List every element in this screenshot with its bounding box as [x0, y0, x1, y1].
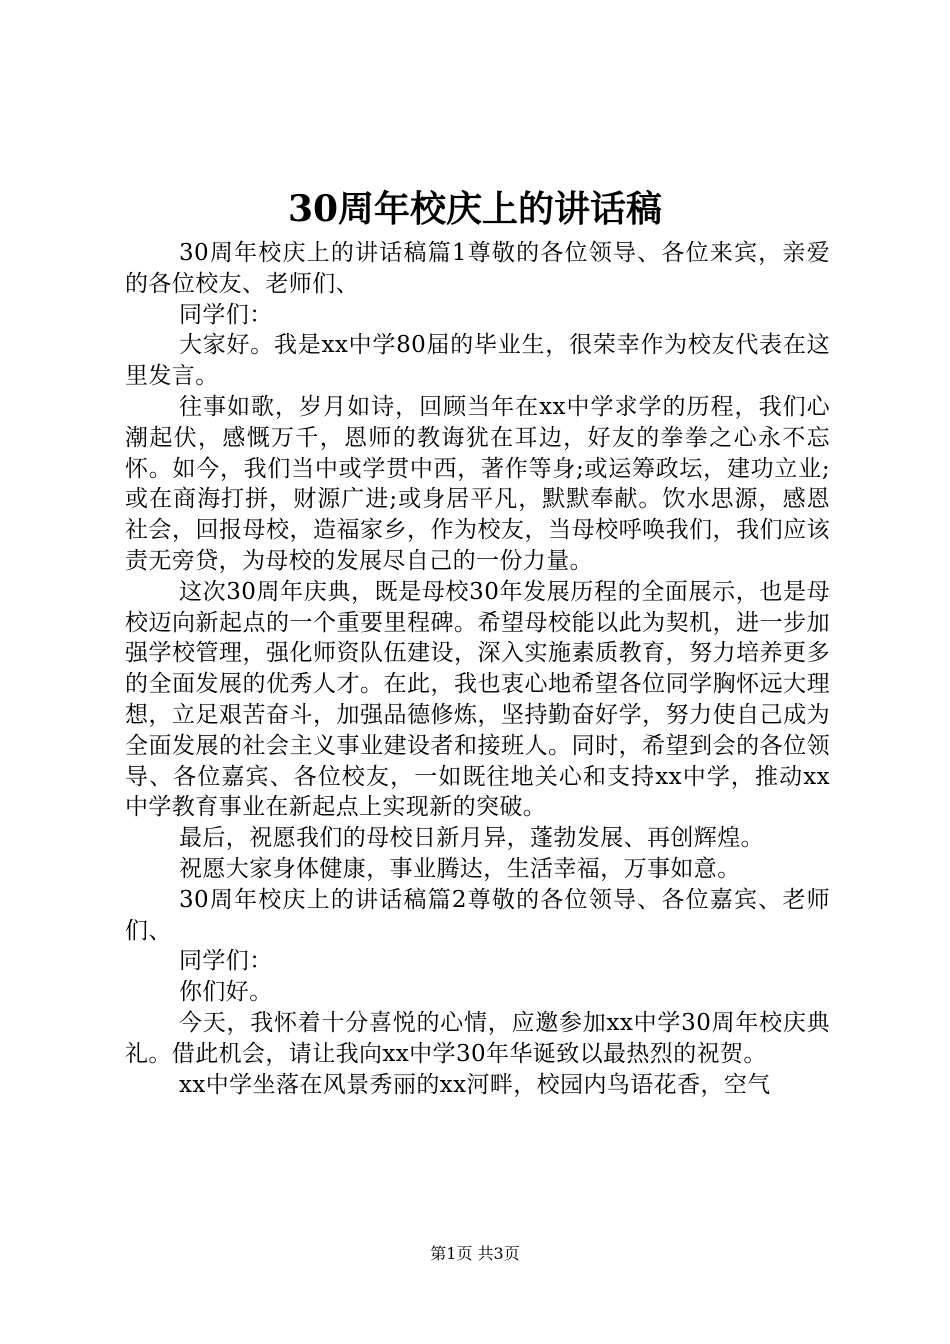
document-body [125, 238, 830, 1100]
paragraph: 这次30周年庆典，既是母校30年发展历程的全面展示，也是母校迈向新起点的一个重要里程碑。希望母校能以此为契机，进一步加强学校管理，强化师资队伍建设，深入实施素质教育，努力培养更多的全面发展的优秀人才。在此，我也衷心地希望各位同学胸怀远大理想，立足艰苦奋斗，加强品德修炼，坚持勤奋好学，努力使自己成为全面发展的社会主义事业建设者和接班人。同时，希望到会的各位领导、各位嘉宾、各位校友，一如既往地关心和支持xx中学，推动xx中学教育事业在新起点上实现新的突破。 [125, 578, 830, 821]
paragraph: xx中学坐落在风景秀丽的xx河畔，校园内鸟语花香，空气 [179, 1071, 771, 1098]
paragraph: 同学们： [179, 948, 273, 975]
paragraph: 最后，祝愿我们的母校日新月异，蓬勃发展、再创辉煌。 [179, 825, 764, 852]
paragraph: 30周年校庆上的讲话稿篇2尊敬的各位领导、各位嘉宾、老师们、 [125, 886, 830, 944]
paragraph: 30周年校庆上的讲话稿篇1尊敬的各位领导、各位来宾，亲爱的各位校友、老师们、 [125, 240, 830, 297]
page-number-footer: 第1页 共3页 [430, 1244, 520, 1263]
paragraph: 你们好。 [179, 979, 273, 1006]
paragraph: 同学们： [179, 301, 273, 328]
page-title: 30周年校庆上的讲话稿 [287, 188, 663, 230]
paragraph: 今天，我怀着十分喜悦的心情，应邀参加xx中学30周年校庆典礼。借此机会，请让我向xx中学30年华诞致以最热烈的祝贺。 [125, 1009, 830, 1067]
paragraph: 往事如歌，岁月如诗，回顾当年在xx中学求学的历程，我们心潮起伏，感慨万千，恩师的教诲犹在耳边，好友的拳拳之心永不忘怀。如今，我们当中或学贯中西，著作等身;或运筹政坛，建功立业;或在商海打拼，财源广进;或身居平凡，默默奉献。饮水思源，感恩社会，回报母校，造福家乡，作为校友，当母校呼唤我们，我们应该责无旁贷，为母校的发展尽自己的一份力量。 [125, 393, 830, 574]
paragraph: 大家好。我是xx中学80届的毕业生，很荣幸作为校友代表在这里发言。 [125, 332, 830, 390]
paragraph: 祝愿大家身体健康，事业腾达，生活幸福，万事如意。 [179, 855, 741, 882]
